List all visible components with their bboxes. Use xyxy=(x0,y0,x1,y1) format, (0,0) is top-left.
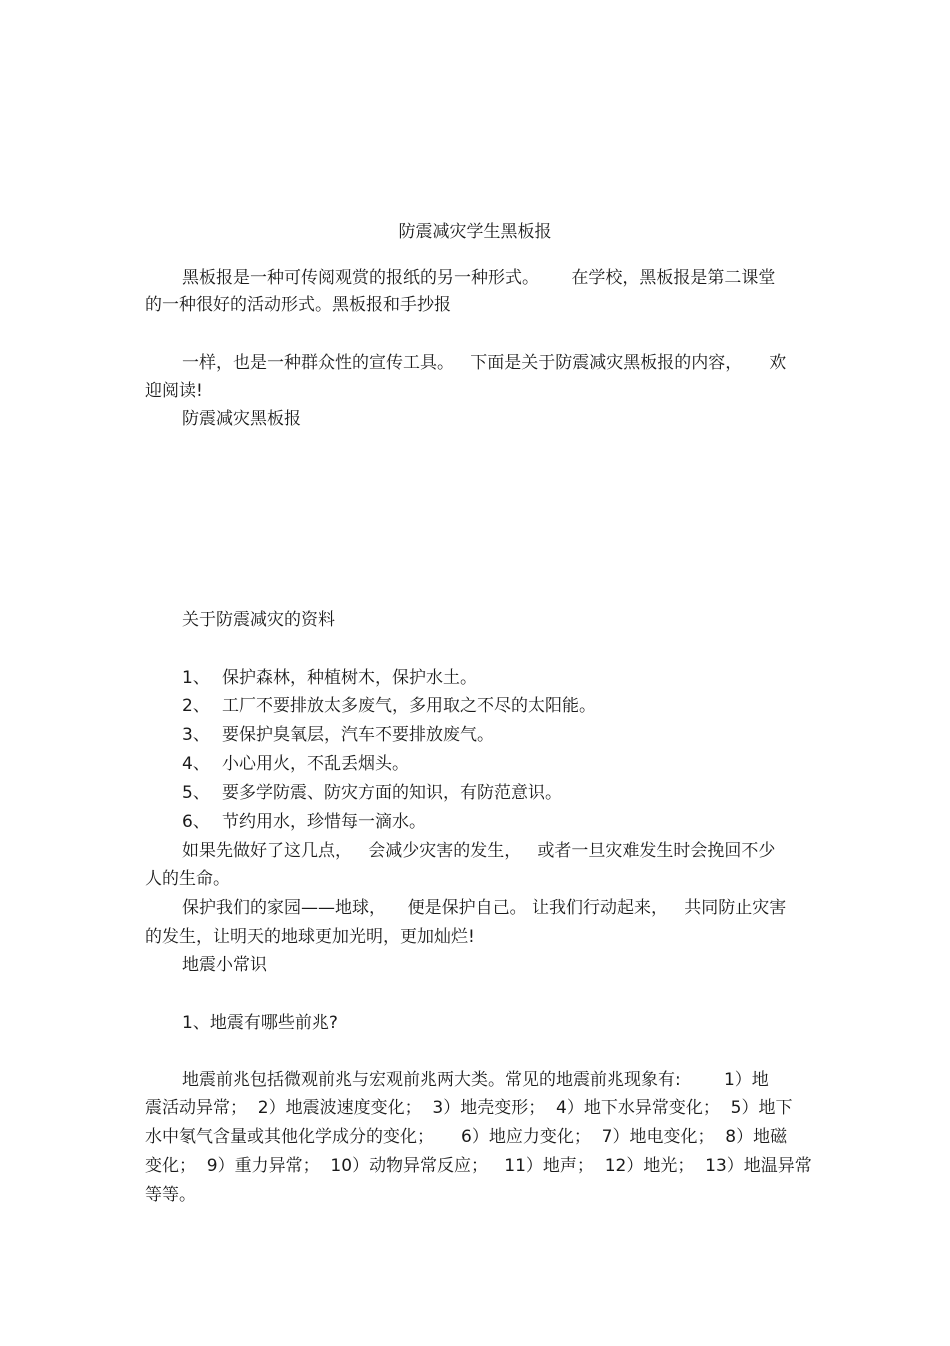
knowledge-heading: 地震小常识 xyxy=(182,955,267,975)
answer-line-2: 震活动异常； 2）地震波速度变化； 3）地壳变形； 4）地下水异常变化； 5）地下 xyxy=(145,1098,793,1118)
question: 1、地震有哪些前兆? xyxy=(182,1013,338,1033)
document-title: 防震减灾学生黑板报 xyxy=(398,222,552,242)
list-item-text: 保护森林，种植树木，保护水土。 xyxy=(222,668,477,688)
intro-line-3: 一样，也是一种群众性的宣传工具。 下面是关于防震减灾黑板报的内容， 欢 xyxy=(182,353,787,373)
list-item xyxy=(182,694,596,718)
answer-line-4: 变化； 9）重力异常； 10）动物异常反应； 11）地声； 12）地光； 13）地温异常 xyxy=(145,1156,812,1176)
section-heading: 关于防震减灾的资料 xyxy=(182,610,335,630)
list-item-text: 工厂不要排放太多废气，多用取之不尽的太阳能。 xyxy=(222,696,596,716)
intro-line-4: 迎阅读! xyxy=(145,381,203,401)
list-item-number: 2、 xyxy=(182,696,210,716)
paragraph-2-line-1: 保护我们的家园——地球， 便是保护自己。 让我们行动起来， 共同防止灾害 xyxy=(182,898,787,918)
answer-line-1: 地震前兆包括微观前兆与宏观前兆两大类。常见的地震前兆现象有: 1）地 xyxy=(182,1070,769,1090)
list-item-number: 4、 xyxy=(182,754,210,774)
list-item-number: 6、 xyxy=(182,812,210,832)
list-item xyxy=(182,752,409,776)
list-item-text: 小心用火，不乱丢烟头。 xyxy=(222,754,409,774)
list-item-text: 节约用水，珍惜每一滴水。 xyxy=(222,812,426,832)
paragraph-1-line-2: 人的生命。 xyxy=(145,869,230,889)
paragraph-2-line-2: 的发生，让明天的地球更加光明，更加灿烂! xyxy=(145,927,475,947)
intro-line-1: 黑板报是一种可传阅观赏的报纸的另一种形式。 在学校，黑板报是第二课堂 xyxy=(182,268,776,288)
list-item-text: 要多学防震、防灾方面的知识，有防范意识。 xyxy=(222,783,562,803)
list-item xyxy=(182,781,562,805)
paragraph-1-line-1: 如果先做好了这几点， 会减少灾害的发生， 或者一旦灾难发生时会挽回不少 xyxy=(182,841,776,861)
list-item xyxy=(182,666,477,690)
answer-line-5: 等等。 xyxy=(145,1185,196,1205)
list-item-number: 3、 xyxy=(182,725,210,745)
list-item-number: 5、 xyxy=(182,783,210,803)
list-item xyxy=(182,810,426,834)
intro-line-2: 的一种很好的活动形式。黑板报和手抄报 xyxy=(145,295,451,315)
list-item xyxy=(182,723,494,747)
list-item-text: 要保护臭氧层，汽车不要排放废气。 xyxy=(222,725,494,745)
subtitle: 防震减灾黑板报 xyxy=(182,409,301,429)
answer-line-3: 水中氡气含量或其他化学成分的变化； 6）地应力变化； 7）地电变化； 8）地磁 xyxy=(145,1127,788,1147)
list-item-number: 1、 xyxy=(182,668,210,688)
